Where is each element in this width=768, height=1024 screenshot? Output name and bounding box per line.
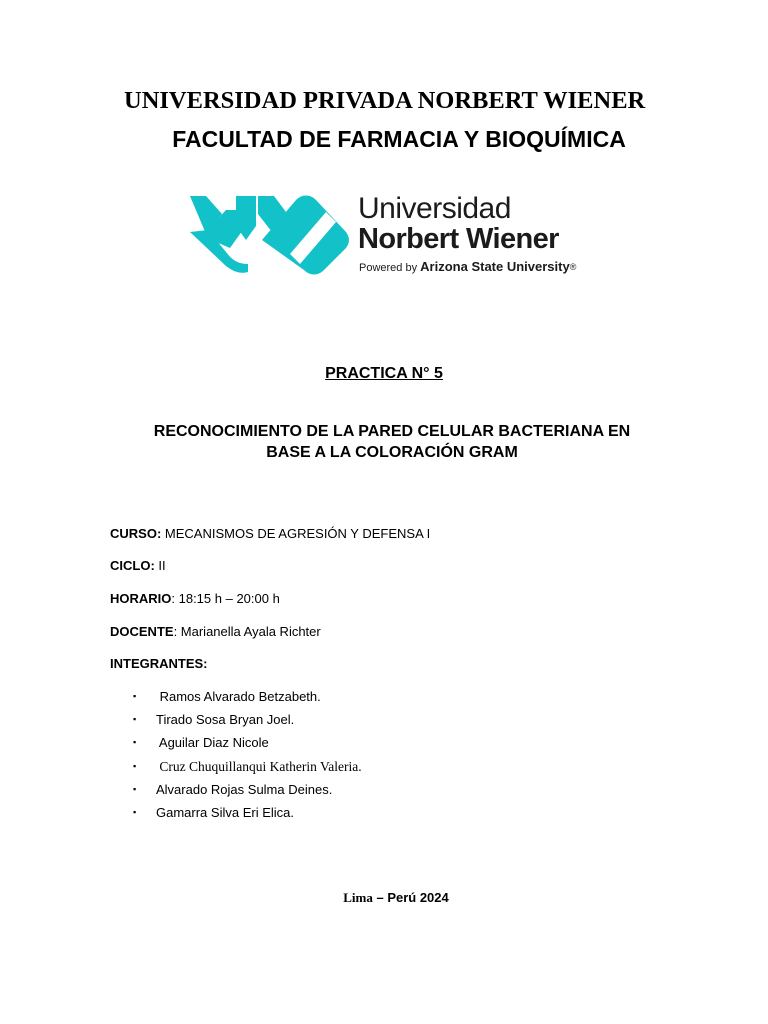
teacher-line (110, 623, 321, 641)
subject-line-2: BASE A LA COLORACIÓN GRAM (266, 444, 518, 461)
schedule-value: : 18:15 h – 20:00 h (171, 591, 280, 606)
teacher-label: DOCENTE (110, 624, 174, 639)
member-name: Tirado Sosa Bryan Joel. (156, 712, 295, 727)
list-item (133, 734, 269, 752)
members-label: INTEGRANTES: (110, 656, 208, 671)
members-heading (110, 655, 208, 673)
list-item (133, 781, 332, 799)
bullet-icon: ▪ (133, 714, 137, 724)
university-logo (186, 192, 616, 282)
cycle-value: II (154, 558, 166, 573)
member-name: Ramos Alvarado Betzabeth. (156, 689, 321, 704)
logo-text-universidad: Universidad (358, 192, 511, 225)
logo-text-powered-by (359, 259, 576, 276)
faculty-title: FACULTAD DE FARMACIA Y BIOQUÍMICA (172, 126, 626, 152)
list-item (133, 758, 362, 776)
course-label: CURSO: (110, 526, 162, 541)
wiener-w-logo-icon (186, 192, 356, 282)
logo-text-norbert-wiener: Norbert Wiener (358, 223, 559, 255)
cycle-label: CICLO: (110, 558, 155, 573)
subject-line-1: RECONOCIMIENTO DE LA PARED CELULAR BACTERIANA EN (153, 423, 631, 440)
powered-by-prefix: Powered by (359, 262, 421, 274)
course-value: MECANISMOS DE AGRESIÓN Y DEFENSA I (161, 526, 431, 541)
footer-city: Lima (343, 890, 373, 905)
member-name: Cruz Chuquillanqui Katherin Valeria. (156, 759, 362, 774)
practice-title: PRACTICA N° 5 (325, 365, 443, 382)
footer-place-date (0, 889, 768, 907)
footer-country-year: – Perú 2024 (372, 890, 449, 905)
bullet-icon: ▪ (133, 807, 137, 817)
list-item (133, 688, 321, 706)
bullet-icon: ▪ (133, 691, 137, 701)
list-item (133, 711, 294, 729)
member-name: Aguilar Diaz Nicole (156, 735, 269, 750)
cycle-line (110, 557, 166, 575)
powered-by-name: Arizona State University (420, 259, 570, 274)
subject-title (100, 421, 684, 463)
member-name: Gamarra Silva Eri Elica. (156, 805, 294, 820)
university-title: UNIVERSIDAD PRIVADA NORBERT WIENER (124, 87, 646, 114)
schedule-line (110, 590, 280, 608)
bullet-icon: ▪ (133, 761, 137, 771)
course-line (110, 525, 430, 543)
bullet-icon: ▪ (133, 784, 137, 794)
member-name: Alvarado Rojas Sulma Deines. (156, 782, 333, 797)
schedule-label: HORARIO (110, 591, 172, 606)
teacher-value: : Marianella Ayala Richter (173, 624, 321, 639)
bullet-icon: ▪ (133, 737, 137, 747)
list-item (133, 804, 294, 822)
registered-mark: ® (569, 262, 577, 272)
